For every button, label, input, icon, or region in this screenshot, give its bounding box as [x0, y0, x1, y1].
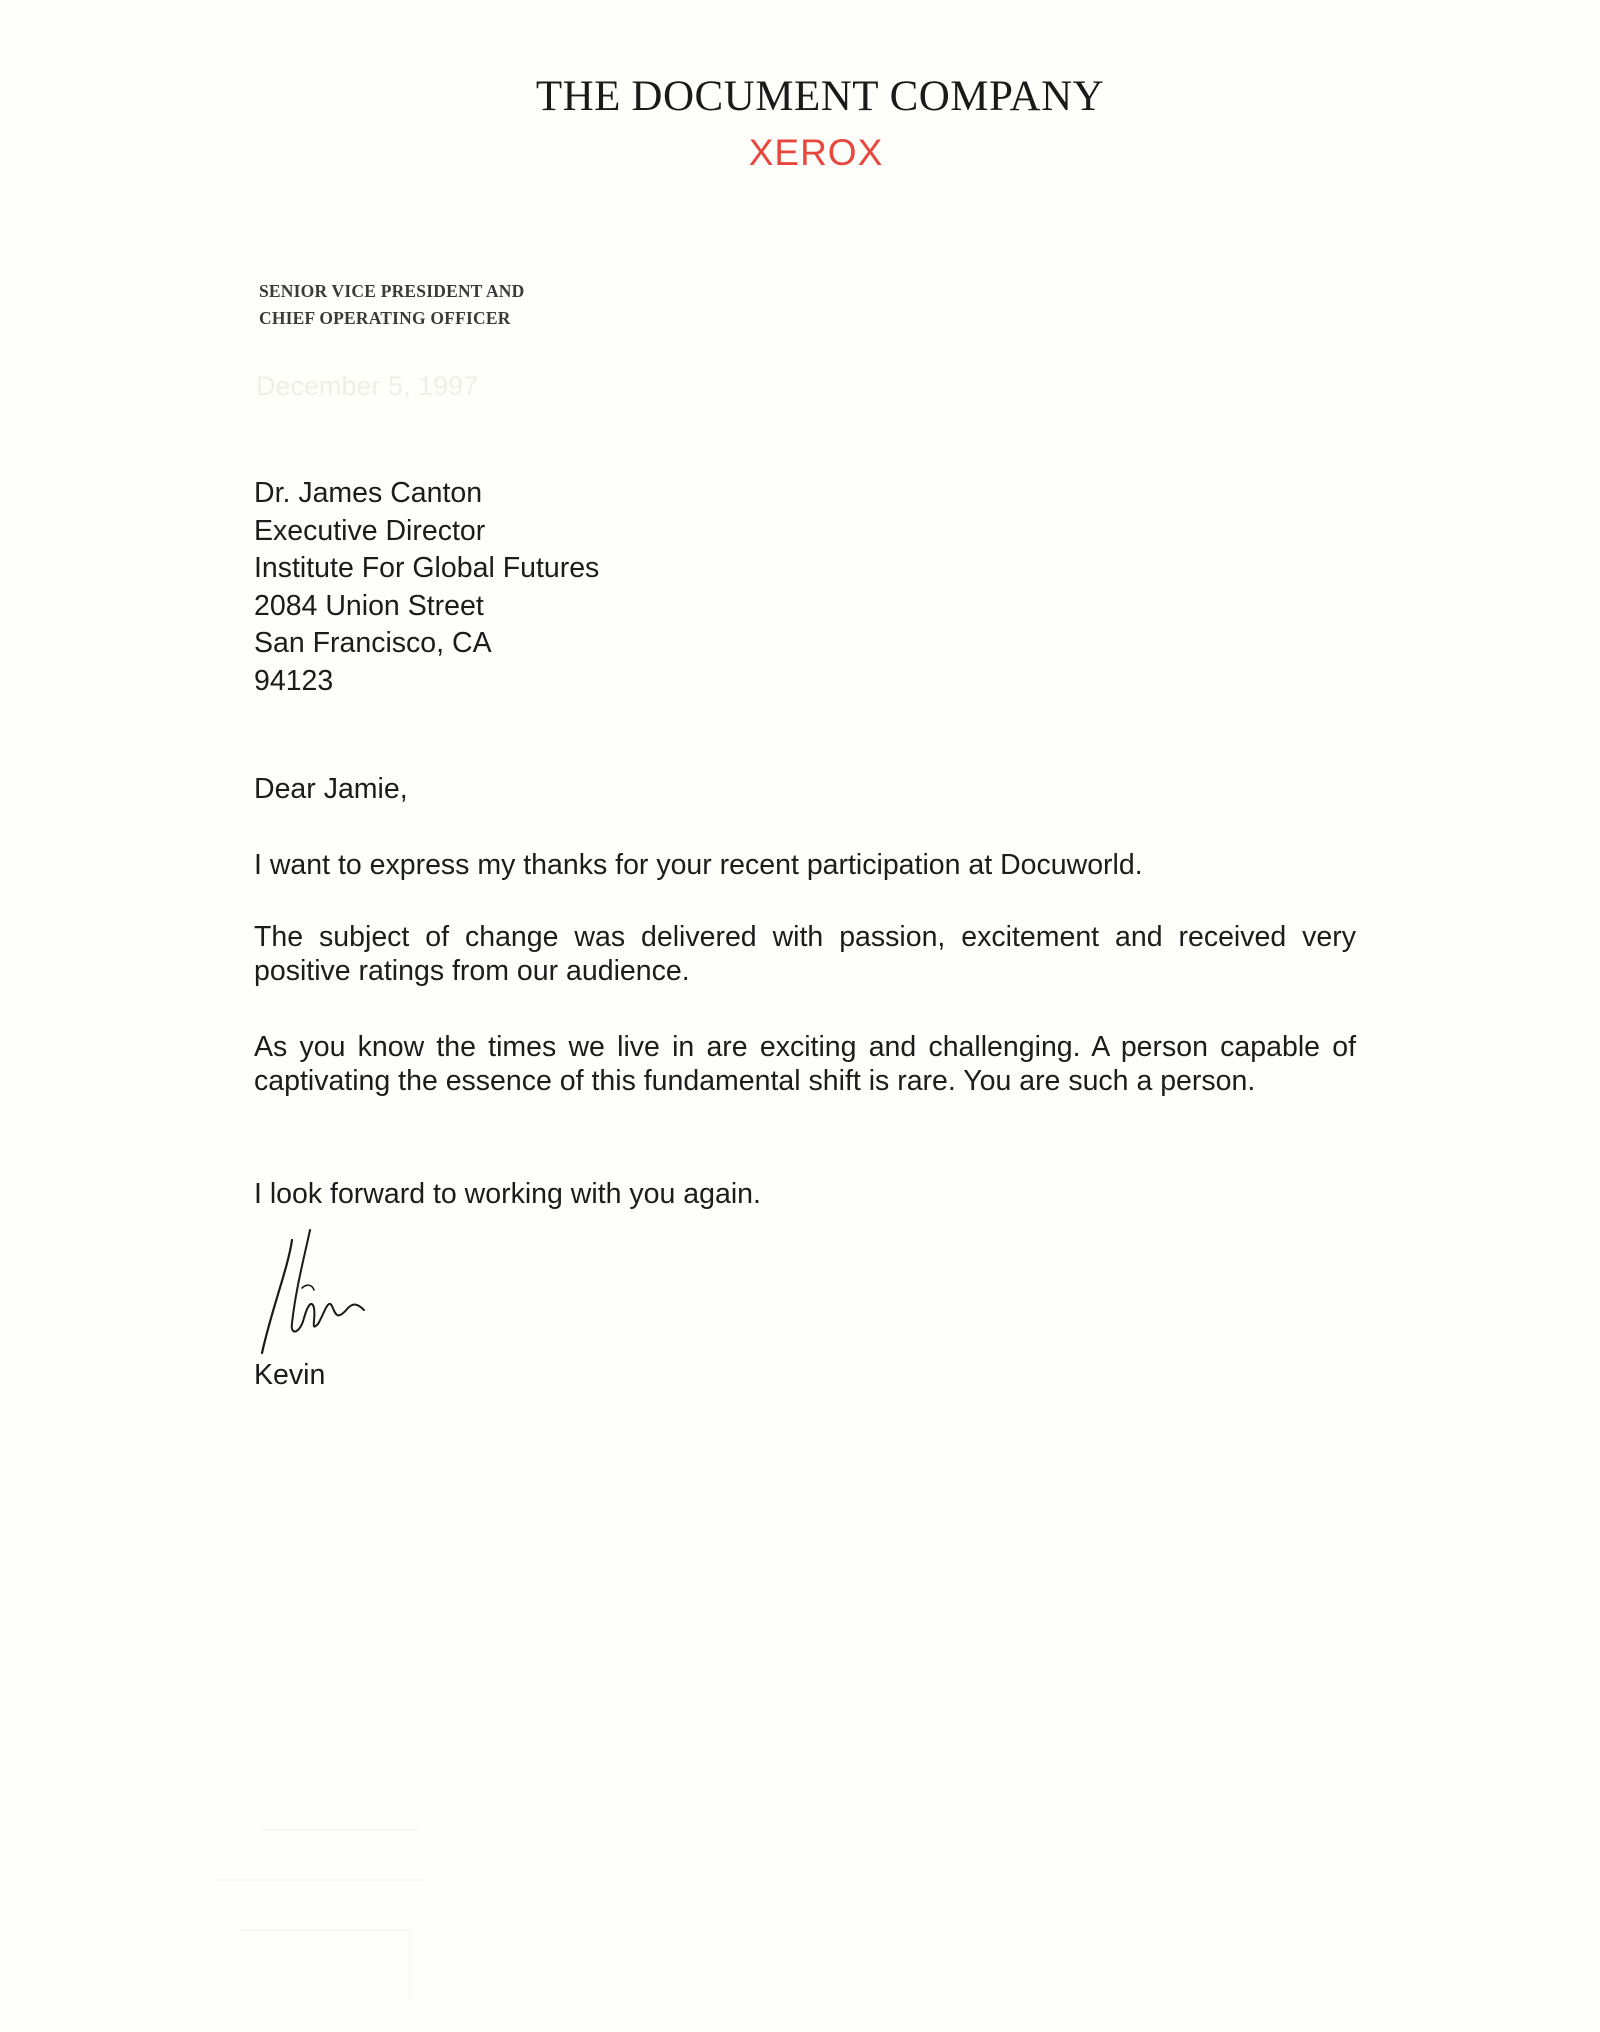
salutation: Dear Jamie, — [254, 773, 408, 805]
faint-bleedthrough — [200, 1810, 520, 2010]
signoff-name: Kevin — [254, 1359, 326, 1391]
recipient-zip: 94123 — [254, 664, 334, 697]
paragraph-2: The subject of change was delivered with passion, excitement and received very positive ratings from our audience. — [254, 921, 1356, 987]
recipient-organization: Institute For Global Futures — [254, 552, 600, 584]
company-word-document: DOCUMENT — [631, 73, 880, 120]
paragraph-1: I want to express my thanks for your recent participation at Docuworld. — [254, 849, 1143, 881]
sender-title — [259, 278, 524, 332]
recipient-street: 2084 Union Street — [254, 589, 484, 622]
brand-logo: XEROX — [748, 132, 884, 173]
letter-date: December 5, 1997 — [256, 371, 479, 401]
recipient-position: Executive Director — [254, 514, 486, 547]
company-name — [20, 72, 1600, 121]
sender-title-line-2: CHIEF OPERATING OFFICER — [259, 308, 511, 328]
signature — [252, 1228, 402, 1358]
paragraph-4: I look forward to working with you again. — [254, 1178, 761, 1210]
sender-title-line-1: SENIOR VICE PRESIDENT AND — [259, 281, 525, 301]
company-word-company: COMPANY — [889, 73, 1105, 120]
paragraph-3: As you know the times we live in are exciting and challenging. A person capable of captivating the essence of this fundamental shift is rare. You are such a person. — [254, 1031, 1356, 1097]
recipient-address — [254, 475, 1356, 700]
recipient-city: San Francisco, CA — [254, 627, 492, 659]
recipient-name: Dr. James Canton — [254, 477, 483, 509]
company-word-the: THE — [535, 73, 621, 120]
